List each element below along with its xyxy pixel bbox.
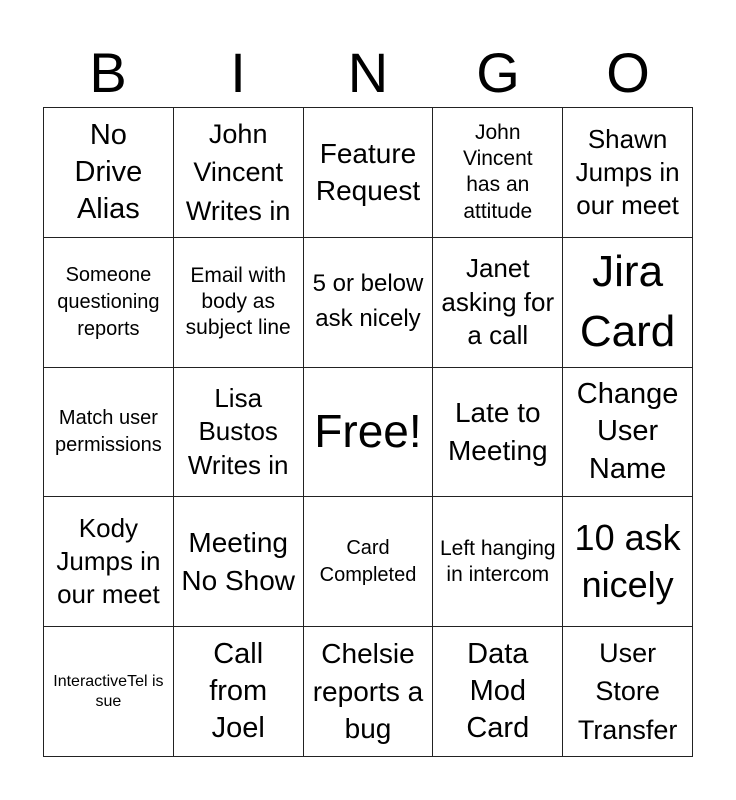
bingo-cell[interactable] [174,108,304,238]
header-letter-n: N [347,41,389,104]
bingo-cell[interactable] [304,497,434,627]
bingo-cell[interactable] [563,238,693,368]
bingo-board [43,107,693,757]
cell-text: Jira Card [579,247,676,357]
bingo-cell[interactable] [44,627,174,757]
cell-text: Kody Jumps in our meet [56,512,161,610]
cell-text: Match user permissions [55,406,162,456]
bingo-cell[interactable] [433,368,563,498]
cell-text: Shawn Jumps in our meet [575,123,680,221]
bingo-cell[interactable] [433,627,563,757]
cell-text: User Store Transfer [577,638,678,745]
cell-text: Data Mod Card [466,637,530,745]
bingo-cell[interactable] [44,368,174,498]
cell-text: 10 ask nicely [574,516,681,605]
bingo-header [43,40,693,106]
bingo-cell[interactable] [44,497,174,627]
header-letter-b: B [89,41,127,104]
cell-text: Late to Meeting [447,397,548,466]
bingo-cell[interactable] [174,497,304,627]
cell-text: Meeting No Show [181,526,295,596]
bingo-cell[interactable] [563,627,693,757]
cell-text: Lisa Bustos Writes in [187,383,289,480]
cell-text: Email with body as subject line [185,263,291,340]
cell-text: Card Completed [319,536,417,586]
bingo-cell[interactable] [563,108,693,238]
header-letter-i: I [230,41,246,104]
header-letter-g: G [476,41,520,104]
cell-text: 5 or below ask nicely [312,270,424,333]
bingo-cell[interactable] [174,238,304,368]
bingo-cell[interactable] [44,108,174,238]
cell-text: Janet asking for a call [441,253,555,350]
bingo-cell[interactable] [433,497,563,627]
bingo-cell[interactable] [304,368,434,498]
bingo-cell[interactable] [174,627,304,757]
cell-text: Change User Name [576,378,679,485]
cell-text: Call from Joel [209,637,268,745]
cell-text: Left hanging in intercom [439,536,556,586]
bingo-cell[interactable] [304,238,434,368]
bingo-cell[interactable] [433,108,563,238]
cell-text: Someone questioning reports [57,263,160,340]
bingo-cell[interactable] [44,238,174,368]
bingo-cell[interactable] [304,108,434,238]
cell-text: John Vincent has an attitude [462,120,533,223]
header-letter-o: O [606,41,650,104]
cell-text: Free! [314,405,422,458]
cell-text: Chelsie reports a bug [312,637,424,745]
bingo-cell[interactable] [174,368,304,498]
cell-text: InteractiveTel issue [53,673,164,710]
cell-text: John Vincent Writes in [185,118,291,226]
bingo-cell[interactable] [563,368,693,498]
bingo-cell[interactable] [433,238,563,368]
bingo-cell[interactable] [304,627,434,757]
bingo-cell[interactable] [563,497,693,627]
cell-text: No Drive Alias [74,118,143,225]
cell-text: Feature Request [315,137,421,207]
